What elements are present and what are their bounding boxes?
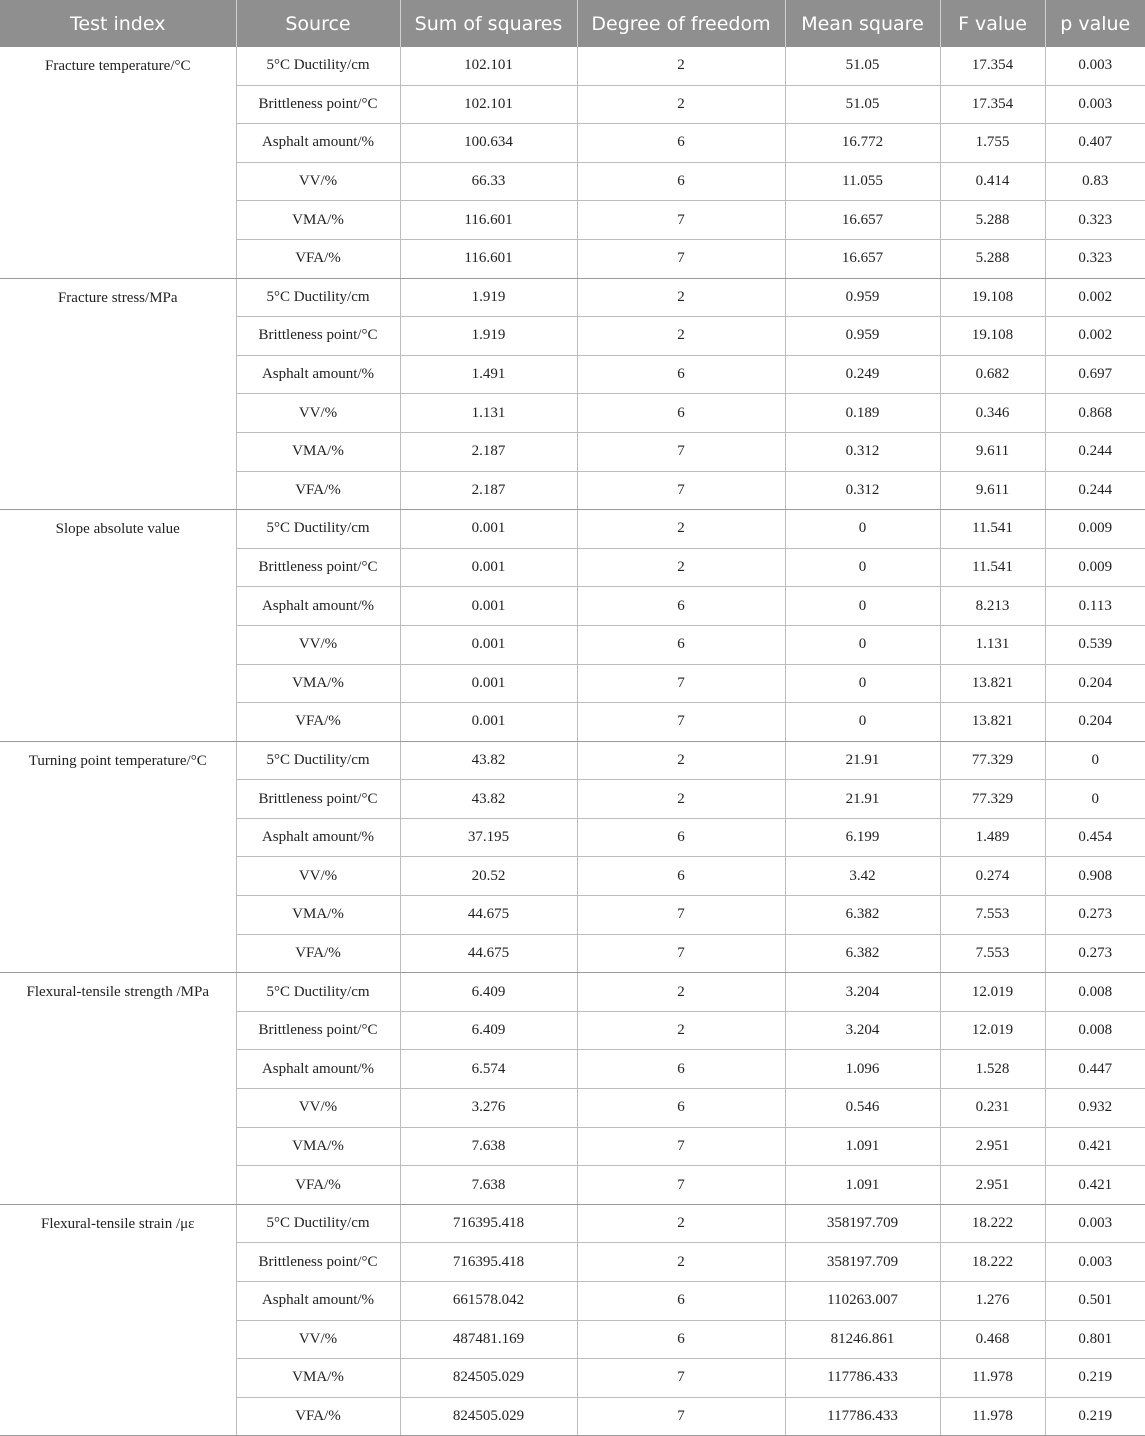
cell-mean-square: 0 bbox=[785, 510, 940, 549]
cell-degree-of-freedom: 6 bbox=[577, 1089, 785, 1128]
cell-p-value: 0.447 bbox=[1045, 1050, 1145, 1089]
cell-test-index: Flexural-tensile strain /με bbox=[0, 1204, 236, 1436]
cell-degree-of-freedom: 2 bbox=[577, 548, 785, 587]
cell-mean-square: 81246.861 bbox=[785, 1320, 940, 1359]
cell-degree-of-freedom: 6 bbox=[577, 162, 785, 201]
cell-source: VFA/% bbox=[236, 703, 400, 742]
cell-sum-of-squares: 716395.418 bbox=[400, 1243, 577, 1282]
cell-sum-of-squares: 824505.029 bbox=[400, 1397, 577, 1436]
cell-f-value: 17.354 bbox=[940, 47, 1045, 85]
cell-sum-of-squares: 37.195 bbox=[400, 818, 577, 857]
cell-f-value: 77.329 bbox=[940, 780, 1045, 819]
header-mean-square: Mean square bbox=[785, 0, 940, 47]
header-test-index: Test index bbox=[0, 0, 236, 47]
cell-mean-square: 21.91 bbox=[785, 741, 940, 780]
cell-f-value: 7.553 bbox=[940, 896, 1045, 935]
cell-p-value: 0.273 bbox=[1045, 934, 1145, 973]
cell-sum-of-squares: 44.675 bbox=[400, 934, 577, 973]
cell-source: VV/% bbox=[236, 1089, 400, 1128]
cell-sum-of-squares: 0.001 bbox=[400, 703, 577, 742]
cell-p-value: 0.697 bbox=[1045, 355, 1145, 394]
cell-degree-of-freedom: 2 bbox=[577, 780, 785, 819]
cell-test-index: Fracture stress/MPa bbox=[0, 278, 236, 510]
cell-degree-of-freedom: 7 bbox=[577, 432, 785, 471]
cell-degree-of-freedom: 2 bbox=[577, 1243, 785, 1282]
cell-mean-square: 0.312 bbox=[785, 471, 940, 510]
cell-mean-square: 21.91 bbox=[785, 780, 940, 819]
cell-degree-of-freedom: 7 bbox=[577, 703, 785, 742]
cell-degree-of-freedom: 2 bbox=[577, 973, 785, 1012]
cell-p-value: 0.009 bbox=[1045, 548, 1145, 587]
cell-f-value: 7.553 bbox=[940, 934, 1045, 973]
cell-source: 5°C Ductility/cm bbox=[236, 741, 400, 780]
cell-sum-of-squares: 44.675 bbox=[400, 896, 577, 935]
cell-sum-of-squares: 2.187 bbox=[400, 471, 577, 510]
cell-source: VFA/% bbox=[236, 471, 400, 510]
cell-f-value: 5.288 bbox=[940, 239, 1045, 278]
table-row bbox=[0, 47, 1145, 85]
cell-mean-square: 6.382 bbox=[785, 934, 940, 973]
cell-degree-of-freedom: 7 bbox=[577, 1127, 785, 1166]
cell-f-value: 2.951 bbox=[940, 1166, 1045, 1205]
cell-mean-square: 0.249 bbox=[785, 355, 940, 394]
cell-sum-of-squares: 20.52 bbox=[400, 857, 577, 896]
cell-sum-of-squares: 100.634 bbox=[400, 124, 577, 163]
cell-mean-square: 110263.007 bbox=[785, 1282, 940, 1321]
cell-source: VV/% bbox=[236, 162, 400, 201]
cell-sum-of-squares: 66.33 bbox=[400, 162, 577, 201]
cell-p-value: 0.219 bbox=[1045, 1397, 1145, 1436]
cell-sum-of-squares: 116.601 bbox=[400, 201, 577, 240]
cell-source: VV/% bbox=[236, 394, 400, 433]
cell-p-value: 0.908 bbox=[1045, 857, 1145, 896]
cell-source: VMA/% bbox=[236, 1359, 400, 1398]
cell-degree-of-freedom: 7 bbox=[577, 1359, 785, 1398]
cell-mean-square: 0.189 bbox=[785, 394, 940, 433]
cell-f-value: 0.468 bbox=[940, 1320, 1045, 1359]
cell-sum-of-squares: 824505.029 bbox=[400, 1359, 577, 1398]
cell-source: VV/% bbox=[236, 625, 400, 664]
cell-f-value: 9.611 bbox=[940, 471, 1045, 510]
cell-f-value: 11.541 bbox=[940, 510, 1045, 549]
cell-p-value: 0.801 bbox=[1045, 1320, 1145, 1359]
cell-sum-of-squares: 43.82 bbox=[400, 741, 577, 780]
cell-sum-of-squares: 1.131 bbox=[400, 394, 577, 433]
cell-mean-square: 16.657 bbox=[785, 239, 940, 278]
cell-mean-square: 0 bbox=[785, 587, 940, 626]
cell-p-value: 0.002 bbox=[1045, 278, 1145, 317]
cell-source: Asphalt amount/% bbox=[236, 1050, 400, 1089]
cell-f-value: 18.222 bbox=[940, 1243, 1045, 1282]
cell-p-value: 0.932 bbox=[1045, 1089, 1145, 1128]
cell-source: VMA/% bbox=[236, 664, 400, 703]
cell-source: VFA/% bbox=[236, 239, 400, 278]
cell-source: Asphalt amount/% bbox=[236, 587, 400, 626]
cell-mean-square: 3.204 bbox=[785, 973, 940, 1012]
cell-mean-square: 16.657 bbox=[785, 201, 940, 240]
cell-source: Brittleness point/°C bbox=[236, 780, 400, 819]
cell-mean-square: 0 bbox=[785, 703, 940, 742]
cell-f-value: 8.213 bbox=[940, 587, 1045, 626]
cell-source: VMA/% bbox=[236, 432, 400, 471]
cell-f-value: 1.131 bbox=[940, 625, 1045, 664]
header-sum-of-squares: Sum of squares bbox=[400, 0, 577, 47]
cell-p-value: 0.003 bbox=[1045, 47, 1145, 85]
cell-f-value: 11.978 bbox=[940, 1397, 1045, 1436]
cell-sum-of-squares: 716395.418 bbox=[400, 1204, 577, 1243]
cell-f-value: 1.276 bbox=[940, 1282, 1045, 1321]
cell-sum-of-squares: 6.409 bbox=[400, 1011, 577, 1050]
cell-mean-square: 0.546 bbox=[785, 1089, 940, 1128]
cell-mean-square: 3.42 bbox=[785, 857, 940, 896]
cell-p-value: 0.244 bbox=[1045, 432, 1145, 471]
cell-degree-of-freedom: 6 bbox=[577, 818, 785, 857]
cell-f-value: 1.755 bbox=[940, 124, 1045, 163]
cell-mean-square: 51.05 bbox=[785, 47, 940, 85]
header-row bbox=[0, 0, 1145, 47]
cell-sum-of-squares: 7.638 bbox=[400, 1166, 577, 1205]
cell-degree-of-freedom: 7 bbox=[577, 934, 785, 973]
cell-f-value: 12.019 bbox=[940, 973, 1045, 1012]
cell-p-value: 0.204 bbox=[1045, 703, 1145, 742]
cell-p-value: 0.323 bbox=[1045, 201, 1145, 240]
cell-degree-of-freedom: 2 bbox=[577, 85, 785, 124]
cell-degree-of-freedom: 7 bbox=[577, 896, 785, 935]
table-row bbox=[0, 741, 1145, 780]
cell-mean-square: 358197.709 bbox=[785, 1204, 940, 1243]
cell-degree-of-freedom: 7 bbox=[577, 664, 785, 703]
table-row bbox=[0, 973, 1145, 1012]
header-p-value: p value bbox=[1045, 0, 1145, 47]
cell-f-value: 1.489 bbox=[940, 818, 1045, 857]
cell-degree-of-freedom: 6 bbox=[577, 625, 785, 664]
cell-source: Brittleness point/°C bbox=[236, 1011, 400, 1050]
cell-mean-square: 16.772 bbox=[785, 124, 940, 163]
cell-source: 5°C Ductility/cm bbox=[236, 47, 400, 85]
cell-mean-square: 0 bbox=[785, 548, 940, 587]
cell-test-index: Flexural-tensile strength /MPa bbox=[0, 973, 236, 1205]
cell-sum-of-squares: 102.101 bbox=[400, 85, 577, 124]
cell-source: 5°C Ductility/cm bbox=[236, 278, 400, 317]
cell-p-value: 0.421 bbox=[1045, 1166, 1145, 1205]
cell-mean-square: 0 bbox=[785, 664, 940, 703]
cell-p-value: 0.003 bbox=[1045, 1204, 1145, 1243]
cell-degree-of-freedom: 7 bbox=[577, 239, 785, 278]
cell-p-value: 0.008 bbox=[1045, 1011, 1145, 1050]
cell-sum-of-squares: 7.638 bbox=[400, 1127, 577, 1166]
cell-mean-square: 6.199 bbox=[785, 818, 940, 857]
cell-degree-of-freedom: 2 bbox=[577, 278, 785, 317]
cell-p-value: 0 bbox=[1045, 741, 1145, 780]
cell-degree-of-freedom: 2 bbox=[577, 1204, 785, 1243]
cell-mean-square: 117786.433 bbox=[785, 1359, 940, 1398]
cell-f-value: 18.222 bbox=[940, 1204, 1045, 1243]
cell-p-value: 0.003 bbox=[1045, 85, 1145, 124]
cell-source: VMA/% bbox=[236, 896, 400, 935]
cell-f-value: 13.821 bbox=[940, 664, 1045, 703]
cell-degree-of-freedom: 7 bbox=[577, 1397, 785, 1436]
cell-mean-square: 0.959 bbox=[785, 278, 940, 317]
cell-sum-of-squares: 1.491 bbox=[400, 355, 577, 394]
cell-degree-of-freedom: 6 bbox=[577, 857, 785, 896]
cell-degree-of-freedom: 6 bbox=[577, 355, 785, 394]
cell-f-value: 19.108 bbox=[940, 317, 1045, 356]
cell-sum-of-squares: 6.574 bbox=[400, 1050, 577, 1089]
cell-mean-square: 11.055 bbox=[785, 162, 940, 201]
cell-mean-square: 1.096 bbox=[785, 1050, 940, 1089]
cell-source: VV/% bbox=[236, 857, 400, 896]
cell-p-value: 0.868 bbox=[1045, 394, 1145, 433]
cell-degree-of-freedom: 7 bbox=[577, 471, 785, 510]
cell-f-value: 9.611 bbox=[940, 432, 1045, 471]
cell-source: VFA/% bbox=[236, 1166, 400, 1205]
cell-p-value: 0.002 bbox=[1045, 317, 1145, 356]
cell-f-value: 5.288 bbox=[940, 201, 1045, 240]
cell-f-value: 12.019 bbox=[940, 1011, 1045, 1050]
cell-p-value: 0.454 bbox=[1045, 818, 1145, 857]
cell-degree-of-freedom: 2 bbox=[577, 1011, 785, 1050]
cell-p-value: 0.83 bbox=[1045, 162, 1145, 201]
cell-f-value: 0.346 bbox=[940, 394, 1045, 433]
cell-sum-of-squares: 0.001 bbox=[400, 510, 577, 549]
cell-p-value: 0.407 bbox=[1045, 124, 1145, 163]
cell-source: VMA/% bbox=[236, 201, 400, 240]
cell-p-value: 0.008 bbox=[1045, 973, 1145, 1012]
cell-source: Brittleness point/°C bbox=[236, 548, 400, 587]
cell-f-value: 11.541 bbox=[940, 548, 1045, 587]
cell-sum-of-squares: 0.001 bbox=[400, 664, 577, 703]
cell-p-value: 0.539 bbox=[1045, 625, 1145, 664]
cell-source: VFA/% bbox=[236, 1397, 400, 1436]
cell-degree-of-freedom: 2 bbox=[577, 47, 785, 85]
cell-degree-of-freedom: 7 bbox=[577, 201, 785, 240]
cell-sum-of-squares: 661578.042 bbox=[400, 1282, 577, 1321]
cell-p-value: 0.204 bbox=[1045, 664, 1145, 703]
cell-source: VFA/% bbox=[236, 934, 400, 973]
cell-source: VMA/% bbox=[236, 1127, 400, 1166]
cell-p-value: 0.244 bbox=[1045, 471, 1145, 510]
cell-sum-of-squares: 43.82 bbox=[400, 780, 577, 819]
cell-p-value: 0.421 bbox=[1045, 1127, 1145, 1166]
cell-sum-of-squares: 1.919 bbox=[400, 317, 577, 356]
cell-f-value: 0.231 bbox=[940, 1089, 1045, 1128]
cell-mean-square: 3.204 bbox=[785, 1011, 940, 1050]
cell-source: Brittleness point/°C bbox=[236, 317, 400, 356]
cell-test-index: Fracture temperature/°C bbox=[0, 47, 236, 278]
cell-degree-of-freedom: 2 bbox=[577, 510, 785, 549]
table-body bbox=[0, 47, 1145, 1436]
cell-p-value: 0.003 bbox=[1045, 1243, 1145, 1282]
cell-f-value: 1.528 bbox=[940, 1050, 1045, 1089]
cell-f-value: 11.978 bbox=[940, 1359, 1045, 1398]
cell-source: Asphalt amount/% bbox=[236, 818, 400, 857]
cell-mean-square: 117786.433 bbox=[785, 1397, 940, 1436]
cell-source: Asphalt amount/% bbox=[236, 1282, 400, 1321]
cell-mean-square: 1.091 bbox=[785, 1127, 940, 1166]
cell-p-value: 0.219 bbox=[1045, 1359, 1145, 1398]
table-row bbox=[0, 510, 1145, 549]
cell-degree-of-freedom: 6 bbox=[577, 1282, 785, 1321]
header-f-value: F value bbox=[940, 0, 1045, 47]
cell-f-value: 19.108 bbox=[940, 278, 1045, 317]
cell-f-value: 17.354 bbox=[940, 85, 1045, 124]
table-header bbox=[0, 0, 1145, 47]
cell-source: Asphalt amount/% bbox=[236, 355, 400, 394]
cell-test-index: Turning point temperature/°C bbox=[0, 741, 236, 973]
cell-p-value: 0.009 bbox=[1045, 510, 1145, 549]
header-source: Source bbox=[236, 0, 400, 47]
cell-sum-of-squares: 116.601 bbox=[400, 239, 577, 278]
cell-sum-of-squares: 102.101 bbox=[400, 47, 577, 85]
cell-sum-of-squares: 0.001 bbox=[400, 548, 577, 587]
cell-p-value: 0 bbox=[1045, 780, 1145, 819]
cell-degree-of-freedom: 6 bbox=[577, 394, 785, 433]
cell-p-value: 0.501 bbox=[1045, 1282, 1145, 1321]
cell-degree-of-freedom: 6 bbox=[577, 587, 785, 626]
cell-degree-of-freedom: 6 bbox=[577, 1320, 785, 1359]
cell-mean-square: 51.05 bbox=[785, 85, 940, 124]
cell-sum-of-squares: 487481.169 bbox=[400, 1320, 577, 1359]
table-row bbox=[0, 278, 1145, 317]
cell-degree-of-freedom: 2 bbox=[577, 741, 785, 780]
cell-mean-square: 6.382 bbox=[785, 896, 940, 935]
cell-f-value: 2.951 bbox=[940, 1127, 1045, 1166]
cell-p-value: 0.323 bbox=[1045, 239, 1145, 278]
cell-source: 5°C Ductility/cm bbox=[236, 1204, 400, 1243]
cell-source: 5°C Ductility/cm bbox=[236, 973, 400, 1012]
cell-source: Brittleness point/°C bbox=[236, 1243, 400, 1282]
cell-f-value: 0.274 bbox=[940, 857, 1045, 896]
cell-sum-of-squares: 0.001 bbox=[400, 625, 577, 664]
cell-test-index: Slope absolute value bbox=[0, 510, 236, 742]
cell-sum-of-squares: 1.919 bbox=[400, 278, 577, 317]
cell-source: VV/% bbox=[236, 1320, 400, 1359]
cell-f-value: 77.329 bbox=[940, 741, 1045, 780]
cell-degree-of-freedom: 6 bbox=[577, 1050, 785, 1089]
cell-sum-of-squares: 3.276 bbox=[400, 1089, 577, 1128]
cell-mean-square: 1.091 bbox=[785, 1166, 940, 1205]
cell-source: Brittleness point/°C bbox=[236, 85, 400, 124]
cell-f-value: 0.414 bbox=[940, 162, 1045, 201]
cell-source: Asphalt amount/% bbox=[236, 124, 400, 163]
cell-f-value: 0.682 bbox=[940, 355, 1045, 394]
cell-degree-of-freedom: 6 bbox=[577, 124, 785, 163]
cell-p-value: 0.273 bbox=[1045, 896, 1145, 935]
table-row bbox=[0, 1204, 1145, 1243]
cell-mean-square: 0.312 bbox=[785, 432, 940, 471]
header-degree-of-freedom: Degree of freedom bbox=[577, 0, 785, 47]
cell-p-value: 0.113 bbox=[1045, 587, 1145, 626]
cell-sum-of-squares: 2.187 bbox=[400, 432, 577, 471]
cell-mean-square: 0.959 bbox=[785, 317, 940, 356]
cell-degree-of-freedom: 7 bbox=[577, 1166, 785, 1205]
cell-sum-of-squares: 0.001 bbox=[400, 587, 577, 626]
cell-mean-square: 0 bbox=[785, 625, 940, 664]
cell-sum-of-squares: 6.409 bbox=[400, 973, 577, 1012]
cell-mean-square: 358197.709 bbox=[785, 1243, 940, 1282]
cell-source: 5°C Ductility/cm bbox=[236, 510, 400, 549]
cell-degree-of-freedom: 2 bbox=[577, 317, 785, 356]
cell-f-value: 13.821 bbox=[940, 703, 1045, 742]
